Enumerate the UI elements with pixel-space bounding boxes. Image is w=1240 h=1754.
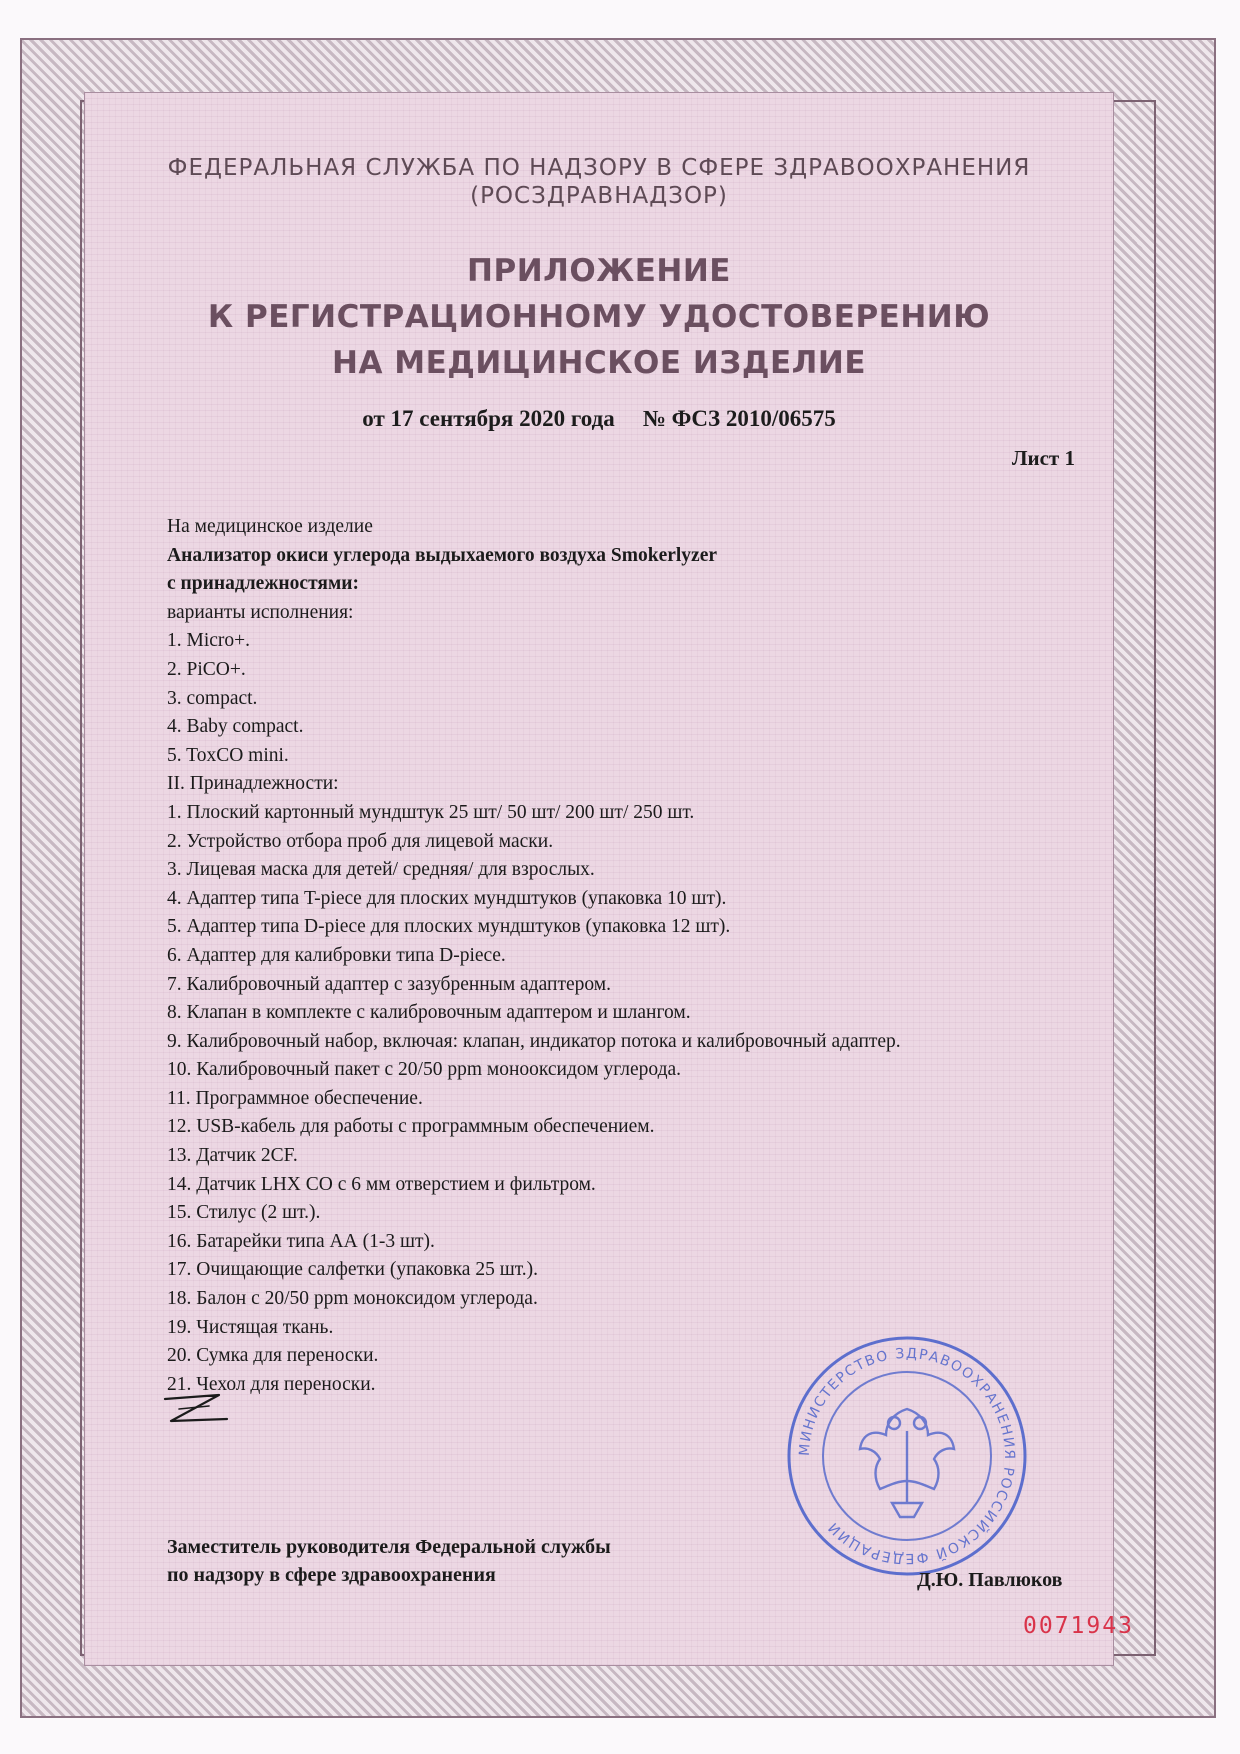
list-item: 3. Лицевая маска для детей/ средняя/ для взрослых.: [167, 859, 595, 881]
list-item: 2. Устройство отбора проб для лицевой маски.: [167, 830, 554, 852]
list-item: 19. Чистящая ткань.: [167, 1316, 334, 1338]
accessories-list: [167, 799, 1047, 1399]
list-item: 16. Батарейки типа АА (1-3 шт).: [167, 1230, 435, 1252]
list-item: 5. Адаптер типа D-piece для плоских мундштуков (упаковка 12 шт).: [167, 916, 731, 938]
product-name: Анализатор окиси углерода выдыхаемого воздуха Smokerlyzer: [167, 544, 718, 566]
registration-number: № ФСЗ 2010/06575: [642, 406, 836, 431]
list-item: 20. Сумка для переноски.: [167, 1345, 379, 1367]
document-title-line-2: К РЕГИСТРАЦИОННОМУ УДОСТОВЕРЕНИЮ: [207, 299, 991, 335]
signatory-title-line-1: Заместитель руководителя Федеральной службы: [167, 1536, 611, 1558]
accessories-heading: II. Принадлежности:: [167, 773, 339, 795]
certificate-sheet: [84, 92, 1134, 1666]
variants-heading: варианты исполнения:: [167, 601, 354, 623]
closing-z-mark: [157, 1389, 237, 1433]
signatory-name: Д.Ю. Павлюков: [917, 1569, 1063, 1591]
list-item: 8. Клапан в комплекте с калибровочным адаптером и шлангом.: [167, 1002, 691, 1024]
sheet-number: Лист 1: [1011, 446, 1075, 470]
list-item: 21. Чехол для переноски.: [167, 1373, 376, 1395]
date-and-number: [85, 406, 1113, 432]
seal-text: МИНИСТЕРСТВО ЗДРАВООХРАНЕНИЯ РОССИЙСКОЙ ФЕДЕРАЦИИ: [796, 1345, 1018, 1567]
list-item: 1. Плоский картонный мундштук 25 шт/ 50 шт/ 200 шт/ 250 шт.: [167, 801, 695, 823]
list-item: 9. Калибровочный набор, включая: клапан, индикатор потока и калибровочный адаптер.: [167, 1030, 901, 1052]
document-body: [167, 513, 1047, 1399]
list-item: 13. Датчик 2CF.: [167, 1145, 298, 1167]
document-title-line-1: ПРИЛОЖЕНИЕ: [467, 253, 731, 289]
signatory-title: [167, 1533, 611, 1589]
eagle-emblem-icon: [860, 1409, 954, 1517]
list-item: 15. Стилус (2 шт.).: [167, 1202, 321, 1224]
agency-abbreviation: (РОСЗДРАВНАДЗОР): [470, 183, 728, 209]
list-item: 6. Адаптер для калибровки типа D-piece.: [167, 944, 506, 966]
serial-number: 0071943: [1023, 1613, 1134, 1639]
product-suffix: с принадлежностями:: [167, 573, 359, 595]
list-item: 14. Датчик LHX CO с 6 мм отверстием и фильтром.: [167, 1173, 596, 1195]
list-item: 3. compact.: [167, 687, 258, 709]
list-item: 11. Программное обеспечение.: [167, 1087, 423, 1109]
list-item: 1. Micro+.: [167, 630, 251, 652]
list-item: 4. Baby compact.: [167, 716, 304, 738]
intro-line: На медицинское изделие: [167, 516, 373, 537]
list-item: 17. Очищающие салфетки (упаковка 25 шт.).: [167, 1259, 539, 1281]
list-item: 7. Калибровочный адаптер с зазубренным адаптером.: [167, 973, 611, 995]
official-seal: [782, 1331, 1032, 1581]
issue-date: от 17 сентября 2020 года: [362, 406, 615, 431]
list-item: 5. ToxCO mini.: [167, 744, 289, 766]
agency-name: ФЕДЕРАЛЬНАЯ СЛУЖБА ПО НАДЗОРУ В СФЕРЕ ЗДРАВООХРАНЕНИЯ: [167, 155, 1031, 181]
signatory-title-line-2: по надзору в сфере здравоохранения: [167, 1564, 496, 1586]
variants-list: [167, 627, 1047, 770]
list-item: 2. PiCO+.: [167, 658, 246, 680]
list-item: 18. Балон с 20/50 ppm моноксидом углерода.: [167, 1288, 538, 1310]
list-item: 10. Калибровочный пакет с 20/50 ppm монооксидом углерода.: [167, 1059, 682, 1081]
document-title-line-3: НА МЕДИЦИНСКОЕ ИЗДЕЛИЕ: [332, 345, 866, 381]
list-item: 4. Адаптер типа T-piece для плоских мундштуков (упаковка 10 шт).: [167, 887, 727, 909]
list-item: 12. USB-кабель для работы с программным обеспечением.: [167, 1116, 655, 1138]
